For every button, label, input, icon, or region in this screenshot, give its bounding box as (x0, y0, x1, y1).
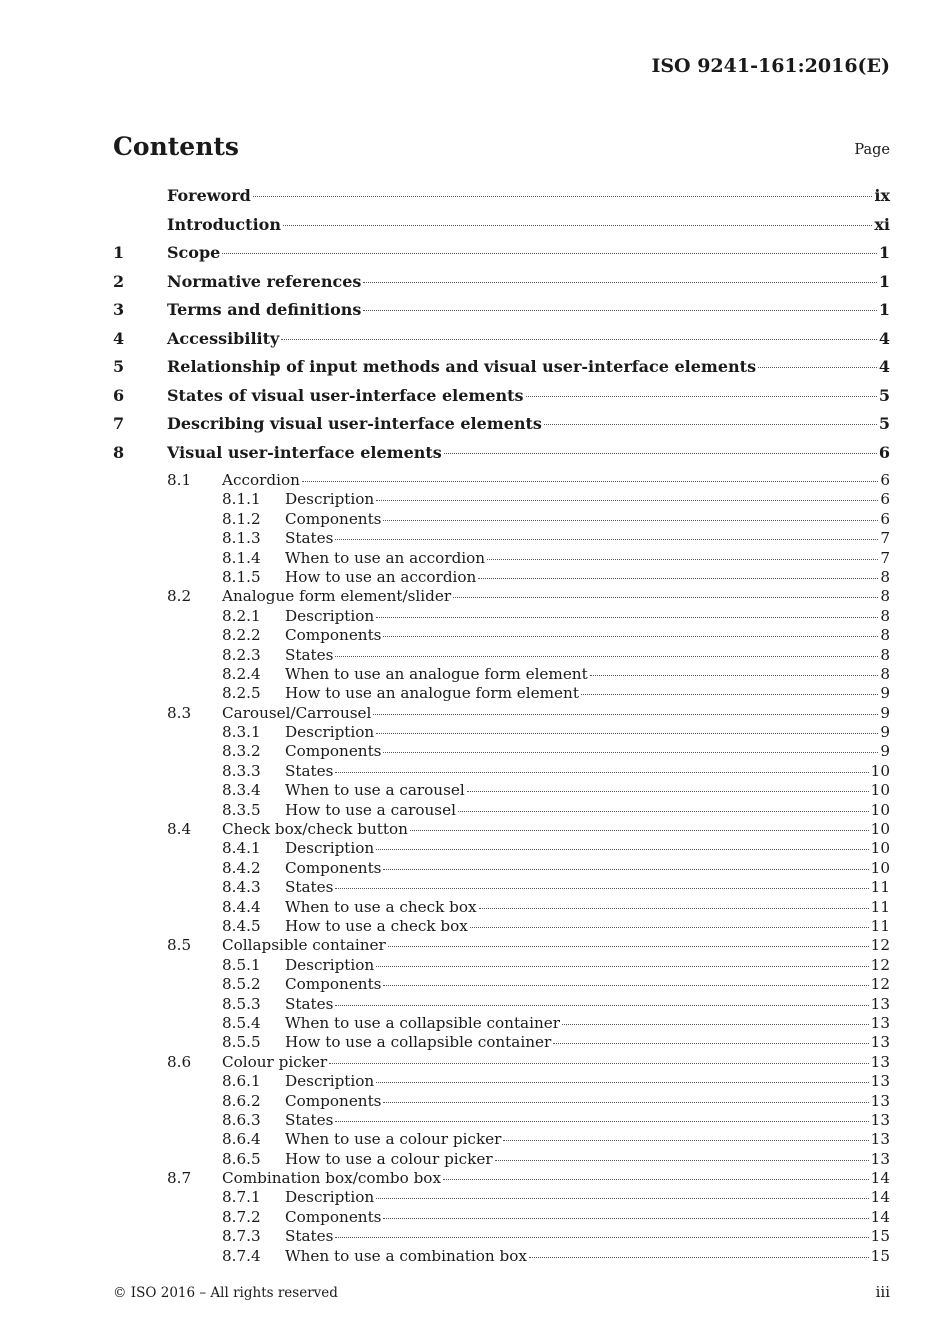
dot-leader (253, 196, 873, 197)
toc-entry-number: 8.2.2 (222, 626, 261, 645)
toc-entry-page: 13 (870, 994, 890, 1013)
toc-entry-page: 11 (870, 897, 890, 916)
toc-entry-title: When to use a combination box (285, 1246, 527, 1265)
toc-entry-title: When to use a check box (285, 897, 477, 916)
toc-entry-number: 8.7.3 (222, 1227, 261, 1246)
toc-entry-page: 10 (870, 820, 890, 839)
toc-entry-title: Description (285, 1072, 375, 1091)
toc-entry-number: 8.4.5 (222, 916, 261, 935)
dot-leader (335, 539, 878, 540)
toc-entry-title: Components (285, 626, 382, 645)
toc-entry-title: When to use a colour picker (285, 1130, 502, 1149)
dot-leader (376, 1198, 868, 1199)
toc-entry-number: 8.2.4 (222, 664, 261, 683)
toc-entry-number: 8.2 (167, 587, 192, 606)
toc-entry[interactable] (113, 549, 890, 568)
dot-leader (544, 424, 877, 425)
toc-entry[interactable] (113, 471, 890, 490)
dot-leader (373, 714, 878, 715)
dot-leader (383, 636, 878, 637)
toc-entry-page: 10 (870, 858, 890, 877)
toc-entry[interactable] (113, 386, 890, 415)
toc-entry[interactable] (113, 186, 890, 215)
toc-entry-title: Description (285, 723, 375, 742)
toc-entry-page: 13 (870, 1033, 890, 1052)
toc-entry-page: 8 (880, 664, 890, 683)
toc-entry-page: 15 (870, 1227, 890, 1246)
toc-entry-title: States (285, 529, 334, 548)
toc-entry-title: Description (285, 490, 375, 509)
toc-entry-page: 7 (880, 548, 890, 567)
toc-entry-number: 8.6.5 (222, 1149, 261, 1168)
toc-entry[interactable] (113, 742, 890, 761)
toc-entry[interactable] (113, 1014, 890, 1033)
toc-entry[interactable] (113, 1150, 890, 1169)
toc-entry[interactable] (113, 1227, 890, 1246)
toc-entry-number: 4 (113, 328, 125, 348)
dot-leader (281, 339, 877, 340)
dot-leader (529, 1257, 869, 1258)
toc-entry[interactable] (113, 626, 890, 645)
toc-entry-page: 6 (880, 471, 890, 489)
toc-entry[interactable] (113, 936, 890, 955)
toc-entry-title: Components (285, 1091, 382, 1110)
toc-entry-page: 15 (870, 1246, 890, 1265)
toc-entry-page: 9 (880, 723, 890, 742)
toc-entry[interactable] (113, 820, 890, 839)
toc-entry-page: 9 (880, 742, 890, 761)
toc-entry-title: Components (285, 742, 382, 761)
dot-leader (283, 225, 872, 226)
dot-leader (478, 578, 878, 579)
toc-entry[interactable] (113, 272, 890, 301)
toc-entry-page: 11 (870, 916, 890, 935)
toc-entry-page: 10 (870, 761, 890, 780)
toc-entry-page: 7 (880, 529, 890, 548)
toc-entry[interactable] (113, 801, 890, 820)
toc-entry[interactable] (113, 1111, 890, 1130)
copyright-notice: © ISO 2016 – All rights reserved (113, 1285, 338, 1301)
dot-leader (335, 888, 868, 889)
toc-entry-number: 8.3.3 (222, 761, 261, 780)
toc-entry[interactable] (113, 839, 890, 858)
dot-leader (487, 559, 878, 560)
toc-entry-number: 8.1.5 (222, 567, 261, 586)
toc-entry-number: 8.3.4 (222, 781, 261, 800)
toc-entry[interactable] (113, 646, 890, 665)
toc-entry[interactable] (113, 414, 890, 443)
toc-entry[interactable] (113, 1247, 890, 1266)
toc-entry[interactable] (113, 723, 890, 742)
toc-entry[interactable] (113, 243, 890, 272)
toc-entry-page: 11 (870, 878, 890, 897)
toc-entry-number: 7 (113, 414, 125, 433)
dot-leader (335, 772, 868, 773)
dot-leader (410, 830, 869, 831)
toc-entry-number: 8.5.4 (222, 1013, 261, 1032)
table-of-contents (113, 186, 890, 1266)
toc-entry-page: 4 (878, 357, 890, 376)
dot-leader (335, 1005, 868, 1006)
toc-entry-number: 8.1.4 (222, 548, 261, 567)
toc-entry-page: 13 (870, 1149, 890, 1168)
toc-entry[interactable] (113, 443, 890, 472)
toc-entry-title: States (285, 1227, 334, 1246)
toc-entry-number: 8.1.2 (222, 509, 261, 528)
toc-entry-title: States of visual user-interface elements (167, 385, 524, 405)
toc-entry-number: 8 (113, 442, 125, 462)
toc-entry[interactable] (113, 917, 890, 936)
toc-entry-page: 14 (870, 1169, 890, 1188)
toc-entry[interactable] (113, 762, 890, 781)
toc-entry-number: 8.1.1 (222, 490, 261, 509)
toc-entry-number: 8.3 (167, 703, 192, 722)
toc-entry-number: 8.2.1 (222, 606, 261, 625)
toc-entry-title: Introduction (167, 214, 281, 234)
toc-entry[interactable] (113, 607, 890, 626)
toc-entry-title: When to use an analogue form element (285, 664, 588, 683)
toc-entry[interactable] (113, 1169, 890, 1188)
toc-entry-page: 10 (870, 800, 890, 819)
dot-leader (335, 1237, 868, 1238)
toc-entry-page: 1 (878, 271, 890, 291)
dot-leader (376, 733, 878, 734)
toc-entry[interactable] (113, 878, 890, 897)
toc-entry[interactable] (113, 898, 890, 917)
toc-entry[interactable] (113, 1072, 890, 1091)
toc-entry-number: 8.3.5 (222, 800, 261, 819)
toc-entry-number: 8.1.3 (222, 529, 261, 548)
page-column-label: Page (854, 142, 890, 158)
toc-entry-title: Description (285, 839, 375, 858)
toc-entry[interactable] (113, 357, 890, 386)
dot-leader (363, 282, 876, 283)
toc-entry-title: States (285, 994, 334, 1013)
toc-entry-page: 8 (880, 587, 890, 606)
toc-entry-title: Accessibility (167, 328, 280, 348)
toc-entry-page: 5 (878, 414, 890, 433)
toc-entry-title: Collapsible container (222, 936, 386, 955)
toc-entry-page: 8 (880, 626, 890, 645)
toc-entry[interactable] (113, 975, 890, 994)
toc-entry[interactable] (113, 568, 890, 587)
toc-entry-title: When to use a collapsible container (285, 1013, 560, 1032)
toc-entry-page: 6 (878, 442, 890, 462)
toc-entry-page: 14 (870, 1188, 890, 1207)
toc-entry-number: 8.2.3 (222, 645, 261, 664)
toc-entry-number: 8.4.1 (222, 839, 261, 858)
toc-entry-title: How to use a colour picker (285, 1149, 493, 1168)
toc-entry-page: 13 (870, 1110, 890, 1129)
toc-entry-title: How to use a check box (285, 916, 468, 935)
toc-entry[interactable] (113, 1092, 890, 1111)
toc-entry-title: Accordion (222, 471, 300, 489)
toc-entry-page: xi (874, 214, 890, 234)
document-id: ISO 9241-161:2016(E) (651, 55, 890, 77)
dot-leader (388, 946, 869, 947)
toc-entry-number: 8.4.3 (222, 878, 261, 897)
dot-leader (376, 966, 868, 967)
toc-entry[interactable] (113, 510, 890, 529)
page-number: iii (875, 1283, 890, 1301)
toc-entry-title: How to use a collapsible container (285, 1033, 552, 1052)
dot-leader (383, 1102, 868, 1103)
toc-entry-title: Describing visual user-interface elements (167, 414, 542, 433)
toc-entry-number: 8.5.3 (222, 994, 261, 1013)
dot-leader (470, 927, 869, 928)
toc-entry-title: Visual user-interface elements (167, 442, 442, 462)
page-title: Contents (113, 132, 240, 161)
toc-entry-title: Relationship of input methods and visual user-interface elements (167, 357, 757, 376)
toc-entry-page: 8 (880, 567, 890, 586)
dot-leader (590, 675, 879, 676)
toc-entry-number: 2 (113, 271, 125, 291)
toc-entry-number: 8.5 (167, 936, 192, 955)
toc-entry-number: 8.4.2 (222, 858, 261, 877)
toc-entry-title: Description (285, 1188, 375, 1207)
toc-entry-page: 12 (870, 975, 890, 994)
toc-entry[interactable] (113, 1208, 890, 1227)
toc-entry-page: 1 (878, 300, 890, 319)
dot-leader (562, 1024, 869, 1025)
toc-entry[interactable] (113, 859, 890, 878)
toc-entry[interactable] (113, 1188, 890, 1207)
toc-entry-number: 8.5.5 (222, 1033, 261, 1052)
toc-entry-page: 6 (880, 490, 890, 509)
dot-leader (376, 500, 878, 501)
dot-leader (383, 752, 878, 753)
dot-leader (302, 481, 878, 482)
toc-entry-title: States (285, 878, 334, 897)
dot-leader (503, 1140, 868, 1141)
toc-entry-number: 8.5.2 (222, 975, 261, 994)
toc-entry-title: How to use an accordion (285, 567, 477, 586)
toc-entry-title: Analogue form element/slider (222, 587, 452, 606)
toc-entry-page: 14 (870, 1207, 890, 1226)
dot-leader (376, 849, 868, 850)
toc-entry-page: 13 (870, 1013, 890, 1032)
dot-leader (383, 1218, 868, 1219)
toc-entry[interactable] (113, 1033, 890, 1052)
toc-entry-number: 8.6.2 (222, 1091, 261, 1110)
toc-entry[interactable] (113, 704, 890, 723)
toc-entry-title: Components (285, 509, 382, 528)
toc-entry-page: 5 (878, 385, 890, 405)
dot-leader (376, 617, 878, 618)
toc-entry-page: 13 (870, 1052, 890, 1071)
toc-entry[interactable] (113, 995, 890, 1014)
toc-entry-page: 12 (870, 955, 890, 974)
toc-entry-page: 8 (880, 645, 890, 664)
dot-leader (581, 694, 878, 695)
toc-entry-title: Carousel/Carrousel (222, 703, 372, 722)
dot-leader (383, 520, 878, 521)
toc-entry-page: ix (874, 186, 890, 205)
toc-entry[interactable] (113, 300, 890, 329)
toc-entry-number: 8.4.4 (222, 897, 261, 916)
dot-leader (458, 811, 869, 812)
toc-entry[interactable] (113, 490, 890, 509)
toc-entry-title: When to use a carousel (285, 781, 465, 800)
dot-leader (526, 396, 877, 397)
dot-leader (443, 1179, 869, 1180)
dot-leader (444, 453, 877, 454)
toc-entry-page: 10 (870, 781, 890, 800)
toc-entry-title: States (285, 645, 334, 664)
toc-entry[interactable] (113, 215, 890, 244)
toc-entry[interactable] (113, 1130, 890, 1149)
dot-leader (383, 985, 868, 986)
toc-entry-number: 8.4 (167, 820, 192, 839)
toc-entry-page: 9 (880, 703, 890, 722)
toc-entry[interactable] (113, 587, 890, 606)
toc-entry-number: 3 (113, 300, 125, 319)
dot-leader (222, 253, 877, 254)
toc-entry-title: How to use an analogue form element (285, 684, 579, 703)
toc-entry-number: 8.7 (167, 1169, 192, 1188)
toc-entry-title: States (285, 1110, 334, 1129)
toc-entry-number: 8.5.1 (222, 955, 261, 974)
toc-entry[interactable] (113, 781, 890, 800)
toc-entry-number: 8.7.4 (222, 1246, 261, 1265)
toc-entry-page: 8 (880, 606, 890, 625)
dot-leader (479, 908, 869, 909)
toc-entry-title: States (285, 761, 334, 780)
toc-entry[interactable] (113, 956, 890, 975)
toc-entry-number: 8.3.1 (222, 723, 261, 742)
toc-entry[interactable] (113, 529, 890, 548)
toc-entry-page: 10 (870, 839, 890, 858)
dot-leader (329, 1063, 869, 1064)
toc-entry-title: Scope (167, 243, 221, 262)
dot-leader (467, 791, 869, 792)
toc-entry-number: 8.2.5 (222, 684, 261, 703)
toc-entry-title: Combination box/combo box (222, 1169, 442, 1188)
toc-entry-number: 8.7.2 (222, 1207, 261, 1226)
toc-entry-title: Description (285, 606, 375, 625)
toc-entry-page: 9 (880, 684, 890, 703)
toc-entry-number: 8.7.1 (222, 1188, 261, 1207)
toc-entry-title: Normative references (167, 271, 362, 291)
toc-entry-page: 6 (880, 509, 890, 528)
toc-entry-number: 8.1 (167, 471, 192, 489)
toc-entry-title: Components (285, 975, 382, 994)
toc-entry-title: Terms and definitions (167, 300, 362, 319)
toc-entry-number: 6 (113, 385, 125, 405)
toc-entry-title: When to use an accordion (285, 548, 486, 567)
toc-entry-number: 8.6 (167, 1052, 192, 1071)
toc-entry-title: Components (285, 1207, 382, 1226)
toc-entry-page: 13 (870, 1072, 890, 1091)
dot-leader (495, 1160, 869, 1161)
toc-entry-number: 8.6.3 (222, 1110, 261, 1129)
toc-entry-title: Description (285, 955, 375, 974)
dot-leader (335, 1121, 868, 1122)
toc-entry-number: 1 (113, 243, 125, 262)
dot-leader (553, 1043, 868, 1044)
toc-entry-page: 13 (870, 1130, 890, 1149)
toc-entry-page: 13 (870, 1091, 890, 1110)
toc-entry-title: How to use a carousel (285, 800, 456, 819)
toc-entry-number: 8.6.4 (222, 1130, 261, 1149)
dot-leader (335, 656, 878, 657)
toc-entry-title: Check box/check button (222, 820, 408, 839)
toc-entry-page: 4 (878, 328, 890, 348)
toc-entry[interactable] (113, 329, 890, 358)
toc-entry[interactable] (113, 1053, 890, 1072)
toc-entry-title: Components (285, 858, 382, 877)
toc-entry-page: 12 (870, 936, 890, 955)
dot-leader (758, 367, 877, 368)
dot-leader (363, 310, 876, 311)
toc-entry-page: 1 (878, 243, 890, 262)
dot-leader (453, 597, 878, 598)
dot-leader (383, 869, 868, 870)
toc-entry-title: Colour picker (222, 1052, 328, 1071)
toc-entry-title: Foreword (167, 186, 251, 205)
toc-entry[interactable] (113, 665, 890, 684)
toc-entry-number: 8.6.1 (222, 1072, 261, 1091)
toc-entry-number: 8.3.2 (222, 742, 261, 761)
toc-entry[interactable] (113, 684, 890, 703)
toc-entry-number: 5 (113, 357, 125, 376)
dot-leader (376, 1082, 868, 1083)
